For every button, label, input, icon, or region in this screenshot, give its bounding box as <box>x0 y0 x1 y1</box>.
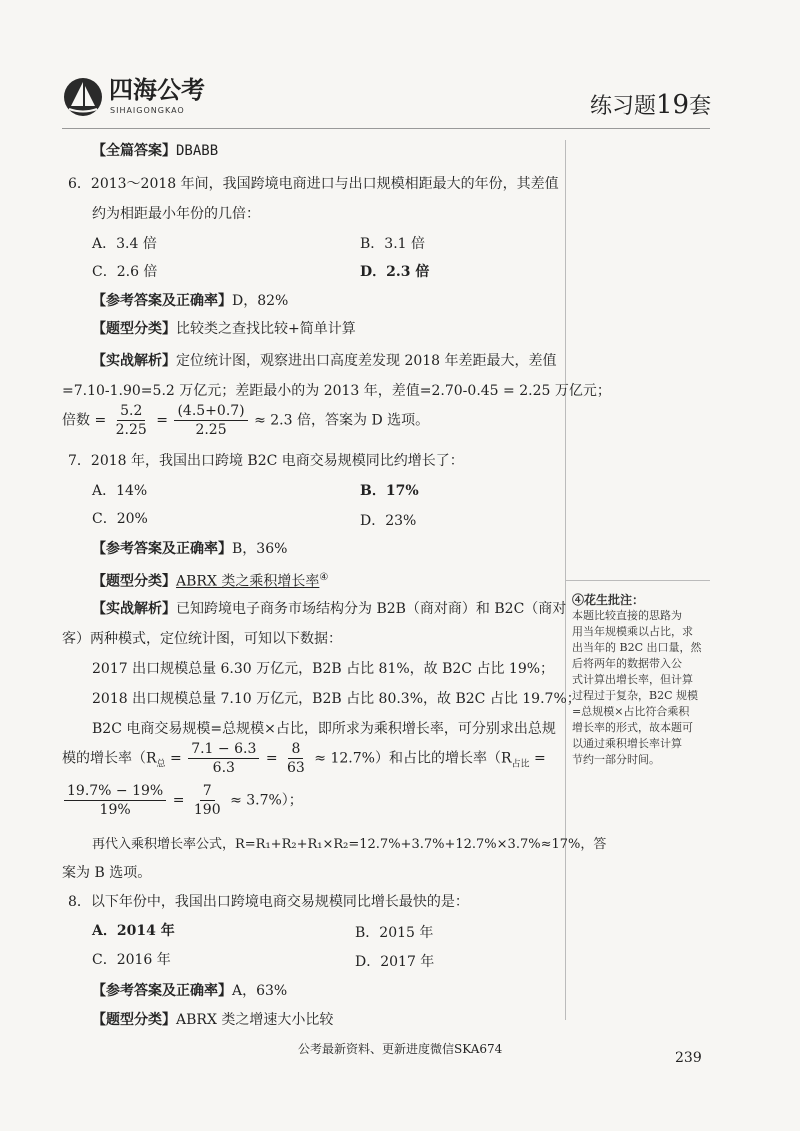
q7-h2-num: 7 <box>200 782 215 801</box>
q8-option-a: A．2014 年 <box>92 923 175 939</box>
q7-fraction-g1 <box>188 740 259 777</box>
q6-analysis-text1: 定位统计图，观察进出口高度差发现 2018 年差距最大，差值 <box>176 353 557 369</box>
q7-type-line <box>92 569 328 591</box>
q7-option-c: C．20% <box>92 511 148 527</box>
q7-f-sub: 总 <box>156 759 166 770</box>
q7-analysis-line2: 客）两种模式，定位统计图，可知以下数据： <box>62 631 342 647</box>
q6-analysis-label: 【实战解析】 <box>92 353 176 369</box>
q6-ratio-prefix: 倍数 = <box>62 412 107 429</box>
q6-option-d: D．2.3 倍 <box>360 264 430 280</box>
q7-option-a: A．14% <box>92 483 148 499</box>
set-suffix: 套 <box>689 94 712 119</box>
side-note-line: 用当年规模乘以占比，求 <box>572 625 693 638</box>
q7-answer-label: 【参考答案及正确率】 <box>92 541 232 557</box>
q7-fraction-h2 <box>191 782 224 819</box>
side-note-line: 本题比较直接的思路为 <box>572 609 682 622</box>
q7-answer-line <box>92 540 287 558</box>
q8-answer-line <box>92 982 287 1000</box>
summary-label: 【全篇答案】 <box>92 143 176 159</box>
q7-analysis-line9: 案为 B 选项。 <box>62 865 152 881</box>
q8-type-line <box>92 1011 333 1029</box>
q7-growth-formula <box>62 740 546 777</box>
q6-type-label: 【题型分类】 <box>92 321 176 337</box>
side-note-title: ④花生批注： <box>572 593 645 607</box>
q6-option-c: C．2.6 倍 <box>92 264 158 280</box>
q8-type-value: ABRX 类之增速大小比较 <box>176 1012 334 1028</box>
q7-option-b: B．17% <box>360 483 419 499</box>
q7-g2-den: 63 <box>287 760 305 776</box>
page-number: 239 <box>675 1050 702 1066</box>
q7-option-d: D．23% <box>360 513 417 529</box>
set-title <box>590 92 711 120</box>
q7-f-sub2: 占比 <box>511 759 530 770</box>
q7-h1-den: 19% <box>99 802 131 818</box>
q8-type-label: 【题型分类】 <box>92 1012 176 1028</box>
q6-option-a: A．3.4 倍 <box>92 236 157 252</box>
q7-stem: 7．2018 年，我国出口跨境 B2C 电商交易规模同比约增长了： <box>68 453 464 469</box>
q7-f-eq1: = <box>170 750 182 767</box>
q7-note-mark: ④ <box>319 572 329 583</box>
q7-analysis-text1: 已知跨境电子商务市场结构分为 B2B（商对商）和 B2C（商对 <box>176 601 567 617</box>
q6-eq: = <box>156 412 168 429</box>
set-title-text: 练习题 <box>590 94 657 119</box>
side-note <box>572 592 712 768</box>
q7-type-label: 【题型分类】 <box>92 573 176 590</box>
q6-f1-num: 5.2 <box>117 402 145 421</box>
summary-value: DBABB <box>176 143 219 159</box>
q8-stem: 8．以下年份中，我国出口跨境电商交易规模同比增长最快的是： <box>68 894 469 910</box>
side-note-line: 以通过乘积增长率计算 <box>572 737 682 750</box>
header-divider <box>62 128 710 129</box>
q6-analysis-line2: =7.10-1.90=5.2 万亿元；差距最小的为 2013 年，差值=2.70-0.45 = 2.25 万亿元； <box>62 383 611 399</box>
q7-analysis-line3: 2017 出口规模总量 6.30 万亿元，B2B 占比 81%，故 B2C 占比 19%； <box>92 661 555 677</box>
q6-analysis-line1 <box>92 352 557 370</box>
q7-f-eq2: = <box>265 750 278 767</box>
q8-option-d: D．2017 年 <box>355 954 435 970</box>
q8-option-c: C．2016 年 <box>92 952 171 968</box>
q6-f2-num: (4.5+0.7) <box>174 402 247 421</box>
q6-answer-value: D，82% <box>232 293 289 309</box>
q7-analysis-line4: 2018 出口规模总量 7.10 万亿元，B2B 占比 80.3%，故 B2C 占比 19.7%； <box>92 691 581 707</box>
footer-wechat: 公考最新资料、更新进度微信SKA674 <box>298 1042 503 1056</box>
q7-answer-value: B，36% <box>232 541 288 557</box>
q7-fraction-h1 <box>64 782 166 819</box>
side-note-line: 节约一部分时间。 <box>572 753 660 766</box>
side-note-line: 后将两年的数据带入公 <box>572 657 682 670</box>
side-note-line: 过程过于复杂，B2C 规模 <box>572 689 698 702</box>
q8-option-b: B．2015 年 <box>355 925 434 941</box>
q6-type-line <box>92 320 356 338</box>
q7-f-mid: ≈ 12.7%）和占比的增长率（R <box>314 750 512 767</box>
brand-name: 四海公考 <box>109 76 205 104</box>
q7-h2-den: 190 <box>193 802 221 818</box>
q7-h-eq: = <box>172 792 185 809</box>
q7-h-suffix: ≈ 3.7%）； <box>230 792 303 809</box>
q6-fraction-1 <box>113 402 150 439</box>
set-number: 19 <box>656 90 690 120</box>
side-note-line: 出当年的 B2C 出口量，然 <box>572 641 702 654</box>
q7-analysis-label: 【实战解析】 <box>92 601 176 617</box>
q7-g2-num: 8 <box>288 740 303 759</box>
q7-type-value: ABRX 类之乘积增长率 <box>176 573 320 590</box>
q7-g1-num: 7.1 − 6.3 <box>188 740 259 759</box>
brand-logo <box>62 74 212 124</box>
q7-f-eq3: = <box>533 750 546 767</box>
summary-line <box>92 142 218 160</box>
side-note-line: 式计算出增长率，但计算 <box>572 673 693 686</box>
q6-option-b: B．3.1 倍 <box>360 236 426 252</box>
q7-analysis-line8: 再代入乘积增长率公式，R=R₁+R₂+R₁×R₂=12.7%+3.7%+12.7%×3.7%≈17%，答 <box>92 837 607 852</box>
q6-ratio-formula <box>62 402 429 439</box>
q7-analysis-line1 <box>92 600 566 618</box>
q7-share-formula <box>62 782 303 819</box>
brand-pinyin: SIHAIGONGKAO <box>110 106 185 115</box>
q7-analysis-line5: B2C 电商交易规模=总规模×占比，即所求为乘积增长率，可分别求出总规 <box>92 721 556 737</box>
q6-fraction-2 <box>174 402 247 439</box>
side-note-divider <box>565 580 710 581</box>
q6-ratio-suffix: ≈ 2.3 倍，答案为 D 选项。 <box>254 412 430 429</box>
q7-h1-num: 19.7% − 19% <box>64 782 166 801</box>
q6-answer-line <box>92 292 288 310</box>
q7-f-pre: 模的增长率（R <box>62 750 157 767</box>
q6-stem-line2: 约为相距最小年份的几倍： <box>92 206 260 222</box>
q6-answer-label: 【参考答案及正确率】 <box>92 293 232 309</box>
side-note-line: =总规模×占比符合乘积 <box>572 705 690 718</box>
sailboat-logo-icon <box>62 76 104 118</box>
q8-answer-label: 【参考答案及正确率】 <box>92 983 232 999</box>
q8-answer-value: A，63% <box>232 983 288 999</box>
q6-f2-den: 2.25 <box>195 422 227 438</box>
side-note-line: 增长率的形式，故本题可 <box>572 721 693 734</box>
q6-type-value: 比较类之查找比较+简单计算 <box>176 321 356 337</box>
q7-fraction-g2 <box>284 740 308 777</box>
q6-f1-den: 2.25 <box>115 422 147 438</box>
q6-stem-line1: 6．2013～2018 年间，我国跨境电商进口与出口规模相距最大的年份，其差值 <box>68 176 559 192</box>
q7-g1-den: 6.3 <box>212 760 235 776</box>
